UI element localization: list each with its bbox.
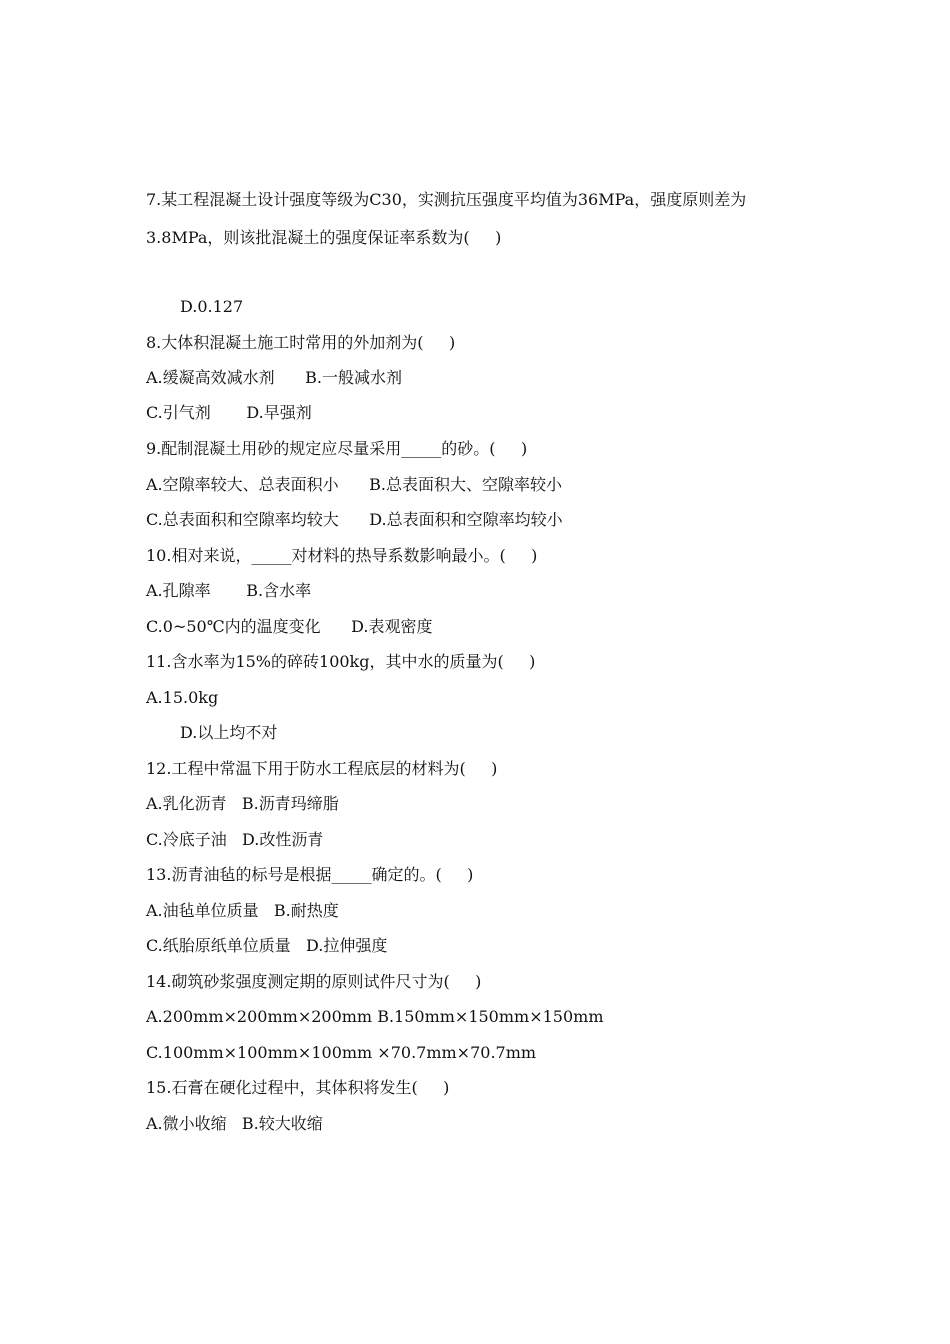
question-8-options-cd: C.引气剂 D.早强剂 <box>146 403 312 422</box>
question-13-stem: 13.沥青油毡的标号是根据_____确定的。( ) <box>146 865 474 884</box>
question-11-option-a: A.15.0kg <box>146 688 219 707</box>
question-15-stem: 15.石膏在硬化过程中，其体积将发生( ) <box>146 1078 450 1097</box>
question-10-options-cd: C.0~50℃内的温度变化 D.表观密度 <box>146 617 433 636</box>
question-11-stem: 11.含水率为15%的碎砖100kg，其中水的质量为( ) <box>146 652 536 671</box>
question-13-options-ab: A.油毡单位质量 B.耐热度 <box>146 901 339 920</box>
question-12-options-ab: A.乳化沥青 B.沥青玛缔脂 <box>146 794 339 813</box>
question-10-options-ab: A.孔隙率 B.含水率 <box>146 581 312 600</box>
question-12-stem: 12.工程中常温下用于防水工程底层的材料为( ) <box>146 759 498 778</box>
question-13-options-cd: C.纸胎原纸单位质量 D.拉伸强度 <box>146 936 388 955</box>
question-12-options-cd: C.冷底子油 D.改性沥青 <box>146 830 324 849</box>
question-11-option-d: D.以上均不对 <box>180 723 278 742</box>
question-7-line-1: 7.某工程混凝土设计强度等级为C30，实测抗压强度平均值为36MPa，强度原则差为 <box>146 190 747 209</box>
question-7-line-2: 3.8MPa，则该批混凝土的强度保证率系数为( ) <box>146 228 502 247</box>
question-14-options-ab: A.200mm×200mm×200mm B.150mm×150mm×150mm <box>146 1007 604 1026</box>
question-7-option-d: D.0.127 <box>180 297 244 316</box>
question-8-stem: 8.大体积混凝土施工时常用的外加剂为( ) <box>146 333 456 352</box>
question-14-stem: 14.砌筑砂浆强度测定期的原则试件尺寸为( ) <box>146 972 482 991</box>
question-14-options-cd: C.100mm×100mm×100mm ×70.7mm×70.7mm <box>146 1043 537 1062</box>
question-8-options-ab: A.缓凝高效减水剂 B.一般减水剂 <box>146 368 403 387</box>
question-9-stem: 9.配制混凝土用砂的规定应尽量采用_____的砂。( ) <box>146 439 528 458</box>
question-9-options-ab: A.空隙率较大、总表面积小 B.总表面积大、空隙率较小 <box>146 475 563 494</box>
question-15-options-ab: A.微小收缩 B.较大收缩 <box>146 1114 323 1133</box>
question-10-stem: 10.相对来说，_____对材料的热导系数影响最小。( ) <box>146 546 538 565</box>
question-9-options-cd: C.总表面积和空隙率均较大 D.总表面积和空隙率均较小 <box>146 510 563 529</box>
